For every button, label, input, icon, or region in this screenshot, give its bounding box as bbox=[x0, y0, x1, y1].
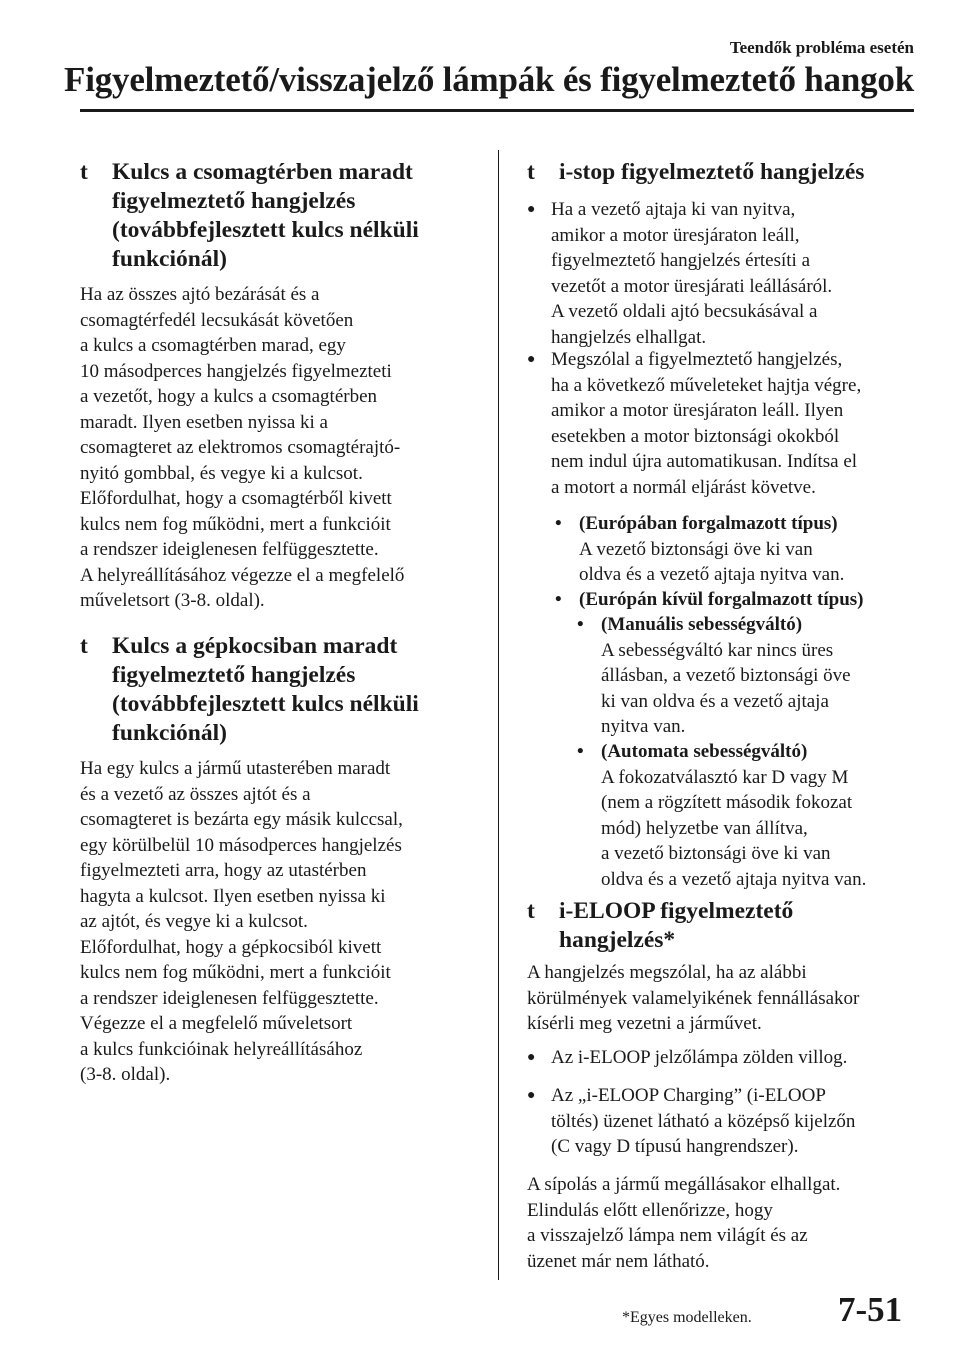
sub-bullet-icon: • bbox=[555, 589, 562, 610]
page-header-title: Figyelmeztető/visszajelző lámpák és figyelmeztető hangok bbox=[64, 60, 914, 99]
bullet-item bbox=[527, 1045, 927, 1071]
sub-item-text: A vezető biztonsági öve ki van oldva és a vezető ajtaja nyitva van. bbox=[579, 538, 845, 585]
sub-item-manual bbox=[577, 612, 927, 740]
heading-marker: t bbox=[527, 159, 535, 185]
bullet-icon: ● bbox=[527, 1050, 536, 1065]
paragraph-trunk-key: Ha az összes ajtó bezárását és a csomagtérfedél lecsukását követően a kulcs a csomagtérben marad, egy 10 másodperces hangjelzés figyelmezteti a vezetőt, hogy a kulcs a csomagtérben maradt. Ilyen esetben nyissa ki a csomagteret az elektromos csomagtérajtó- nyitó gombbal, és vegye ki a kulcsot. Előfordulhat, hogy a csomagtérből kivett kulcs nem fog működni, mert a funkcióit a rendszer ideiglenesen felfüggesztette. A helyreállításához végezze el a megfelelő műveletsort (3-8. oldal). bbox=[80, 284, 405, 611]
header-rule bbox=[80, 109, 914, 112]
bullet-text: Megszólal a figyelmeztető hangjelzés, ha a következő műveleteket hajtja végre, amikor a motor üresjáraton leáll. Ilyen esetekben a motor biztonsági okokból nem indul újra automatikusan. Indítsa el a motort a normál eljárást követve. bbox=[551, 349, 862, 498]
sub-item-automatic bbox=[577, 739, 927, 892]
sub-item-text: A fokozatválasztó kar D vagy M (nem a rögzített második fokozat mód) helyzetbe van állítva, a vezető biztonsági öve ki van oldva és a vezető ajtaja nyitva van. bbox=[601, 766, 867, 890]
section-heading-ieloop bbox=[527, 897, 927, 955]
heading-marker: t bbox=[80, 159, 88, 185]
heading-marker: t bbox=[527, 898, 535, 924]
sub-bullet-icon: • bbox=[555, 513, 562, 534]
heading-text: Kulcs a csomagtérben maradt figyelmeztető hangjelzés (továbbfejlesztett kulcs nélküli funkciónál) bbox=[112, 159, 419, 272]
sub-item-europe bbox=[555, 511, 927, 588]
bullet-item bbox=[527, 347, 927, 500]
sub-item-label: (Manuális sebességváltó) bbox=[601, 614, 803, 635]
heading-text: i-stop figyelmeztető hangjelzés bbox=[559, 159, 865, 185]
bullet-icon: ● bbox=[527, 352, 536, 367]
bullet-icon: ● bbox=[527, 1088, 536, 1103]
page-header-subtitle: Teendők probléma esetén bbox=[729, 38, 914, 57]
bullet-item bbox=[527, 1083, 927, 1160]
sub-item-label: (Európán kívül forgalmazott típus) bbox=[579, 589, 864, 610]
sub-item-label: (Európában forgalmazott típus) bbox=[579, 513, 838, 534]
heading-text: i-ELOOP figyelmeztető hangjelzés* bbox=[559, 898, 794, 953]
paragraph-car-key: Ha egy kulcs a jármű utasterében maradt és a vezető az összes ajtót és a csomagteret is bezárta egy másik kulccsal, egy körülbelül 10 másodperces hangjelzés figyelmezteti arra, hogy az utastérben hagyta a kulcsot. Ilyen esetben nyissa ki az ajtót, és vegye ki a kulcsot. Előfordulhat, hogy a gépkocsiból kivett kulcs nem fog működni, mert a funkcióit a rendszer ideiglenesen felfüggesztette. Végezze el a megfelelő műveletsort a kulcs funkcióinak helyreállításához (3-8. oldal). bbox=[80, 758, 403, 1085]
bullet-item bbox=[527, 197, 927, 350]
page-number: 7-51 bbox=[838, 1290, 903, 1329]
paragraph-beep-stop: A sípolás a jármű megállásakor elhallgat. Elindulás előtt ellenőrizze, hogy a visszajelző lámpa nem világít és az üzenet már nem látható. bbox=[527, 1174, 841, 1272]
heading-text: Kulcs a gépkocsiban maradt figyelmeztető hangjelzés (továbbfejlesztett kulcs nélküli funkciónál) bbox=[112, 633, 419, 746]
sub-bullet-icon: • bbox=[577, 741, 584, 762]
heading-marker: t bbox=[80, 633, 88, 659]
section-heading-car-key bbox=[80, 632, 475, 748]
footnote: *Egyes modelleken. bbox=[622, 1309, 752, 1326]
bullet-text: Az i-ELOOP jelzőlámpa zölden villog. bbox=[551, 1047, 848, 1068]
bullet-icon: ● bbox=[527, 202, 536, 217]
section-heading-istop bbox=[527, 158, 927, 187]
bullet-text: Ha a vezető ajtaja ki van nyitva, amikor a motor üresjáraton leáll, figyelmeztető hangjelzés értesíti a vezetőt a motor üresjárati leállásáról. A vezető oldali ajtó becsukásával a hangjelzés elhallgat. bbox=[551, 199, 833, 348]
bullet-text: Az „i-ELOOP Charging” (i-ELOOP töltés) üzenet látható a középső kijelzőn (C vagy D típusú hangrendszer). bbox=[551, 1085, 856, 1157]
sub-bullet-icon: • bbox=[577, 614, 584, 635]
sub-item-text: A sebességváltó kar nincs üres állásban, a vezető biztonsági öve ki van oldva és a vezető ajtaja nyitva van. bbox=[601, 639, 851, 737]
paragraph-ieloop: A hangjelzés megszólal, ha az alábbi körülmények valamelyikének fennállásakor kísérli meg vezetni a járművet. bbox=[527, 962, 860, 1034]
section-heading-trunk-key bbox=[80, 158, 475, 274]
sub-item-outside-europe bbox=[555, 587, 927, 613]
sub-item-label: (Automata sebességváltó) bbox=[601, 741, 808, 762]
column-divider bbox=[498, 150, 499, 1280]
